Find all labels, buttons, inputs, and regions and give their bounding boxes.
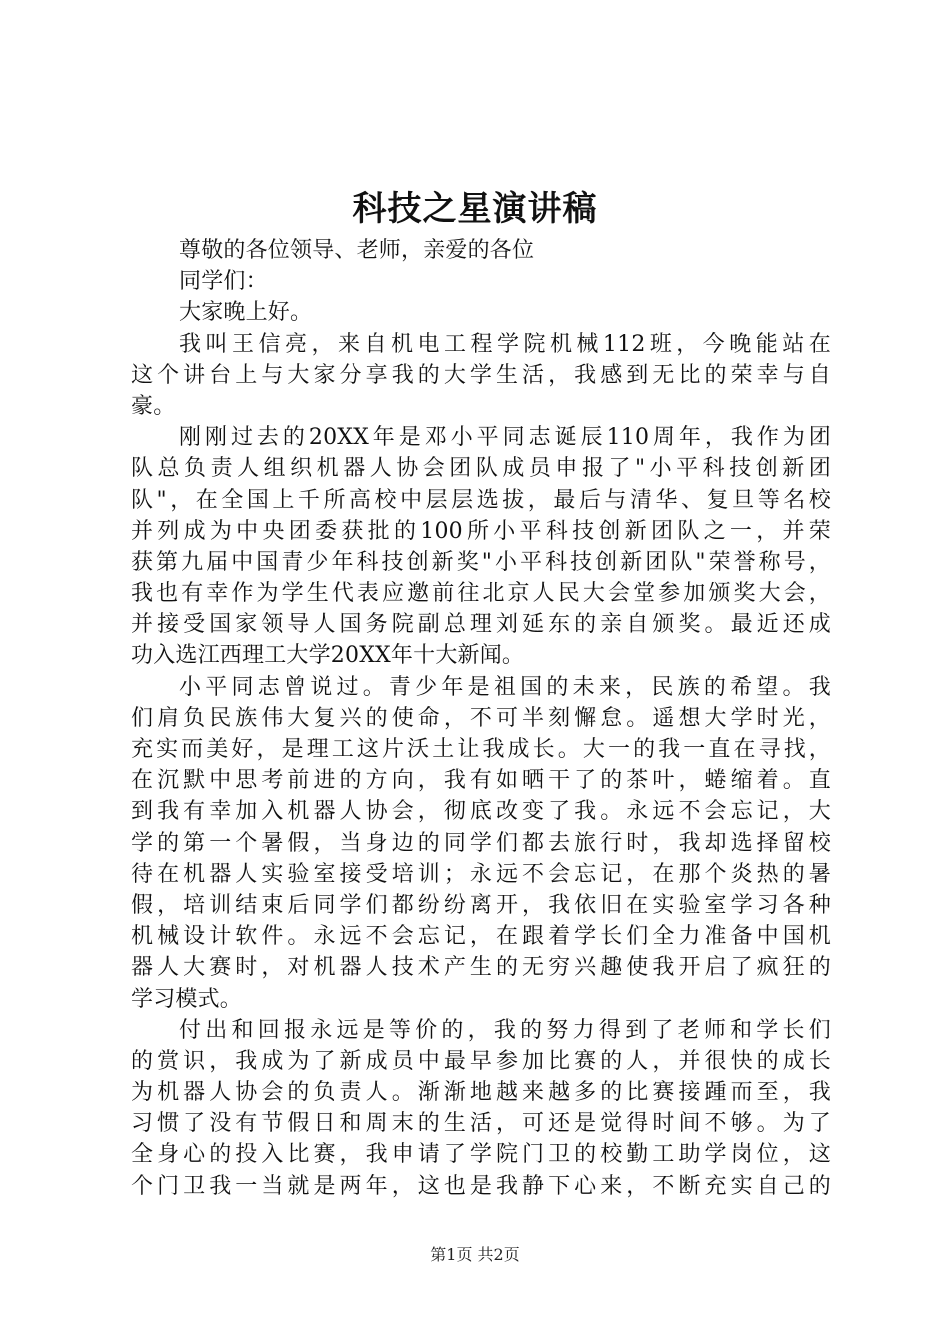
text-line: 个门卫我一当就是两年，这也是我静下心来，不断充实自己的 (131, 1173, 831, 1199)
text-line: 大家晚上好。 (179, 300, 313, 326)
text-line: 并接受国家领导人国务院副总理刘延东的亲自颁奖。最近还成 (131, 612, 831, 638)
text-line: 付出和回报永远是等价的，我的努力得到了老师和学长们 (179, 1017, 831, 1043)
text-line: 这个讲台上与大家分享我的大学生活，我感到无比的荣幸与自 (131, 362, 831, 388)
text-line: 我也有幸作为学生代表应邀前往北京人民大会堂参加颁奖大会， (131, 581, 831, 607)
text-line: 并列成为中央团委获批的100所小平科技创新团队之一，并荣 (131, 518, 831, 544)
text-line: 尊敬的各位领导、老师，亲爱的各位 (179, 238, 535, 263)
text-line: 器人大赛时，对机器人技术产生的无穷兴趣使我开启了疯狂的 (131, 955, 831, 981)
text-line: 为机器人协会的负责人。渐渐地越来越多的比赛接踵而至，我 (131, 1080, 831, 1106)
document-body (131, 235, 831, 1202)
text-line: 功入选江西理工大学20XX年十大新闻。 (131, 643, 525, 669)
text-line: 获第九届中国青少年科技创新奖"小平科技创新团队"荣誉称号， (131, 549, 831, 575)
text-line: 的赏识，我成为了新成员中最早参加比赛的人，并很快的成长 (131, 1048, 831, 1074)
text-line: 在沉默中思考前进的方向，我有如晒干了的茶叶，蜷缩着。直 (131, 768, 831, 794)
text-line: 学的第一个暑假，当身边的同学们都去旅行时，我却选择留校 (131, 830, 831, 856)
text-line: 同学们： (179, 269, 268, 295)
document-title: 科技之星演讲稿 (352, 189, 598, 229)
text-line: 豪。 (131, 393, 176, 419)
text-line: 刚刚过去的20XX年是邓小平同志诞辰110周年，我作为团 (179, 425, 831, 451)
text-line: 习惯了没有节假日和周末的生活，可还是觉得时间不够。为了 (131, 1111, 831, 1137)
text-line: 队总负责人组织机器人协会团队成员申报了"小平科技创新团 (131, 456, 831, 482)
text-line: 机械设计软件。永远不会忘记，在跟着学长们全力准备中国机 (131, 924, 831, 950)
text-line: 小平同志曾说过。青少年是祖国的未来，民族的希望。我 (179, 674, 831, 700)
text-line: 充实而美好，是理工这片沃土让我成长。大一的我一直在寻找， (131, 737, 831, 762)
text-line: 队"，在全国上千所高校中层层选拔，最后与清华、复旦等名校 (131, 487, 831, 513)
page-footer: 第1页 共2页 (430, 1245, 520, 1264)
text-line: 到我有幸加入机器人协会，彻底改变了我。永远不会忘记，大 (131, 799, 831, 825)
text-line: 学习模式。 (131, 986, 243, 1012)
text-line: 待在机器人实验室接受培训；永远不会忘记，在那个炎热的暑 (131, 861, 831, 887)
text-line: 我叫王信亮，来自机电工程学院机械112班，今晚能站在 (179, 331, 831, 357)
text-line: 们肩负民族伟大复兴的使命，不可半刻懈怠。遥想大学时光， (131, 705, 831, 731)
text-line: 全身心的投入比赛，我申请了学院门卫的校勤工助学岗位，这 (131, 1142, 831, 1168)
text-line: 假，培训结束后同学们都纷纷离开，我依旧在实验室学习各种 (131, 892, 831, 918)
